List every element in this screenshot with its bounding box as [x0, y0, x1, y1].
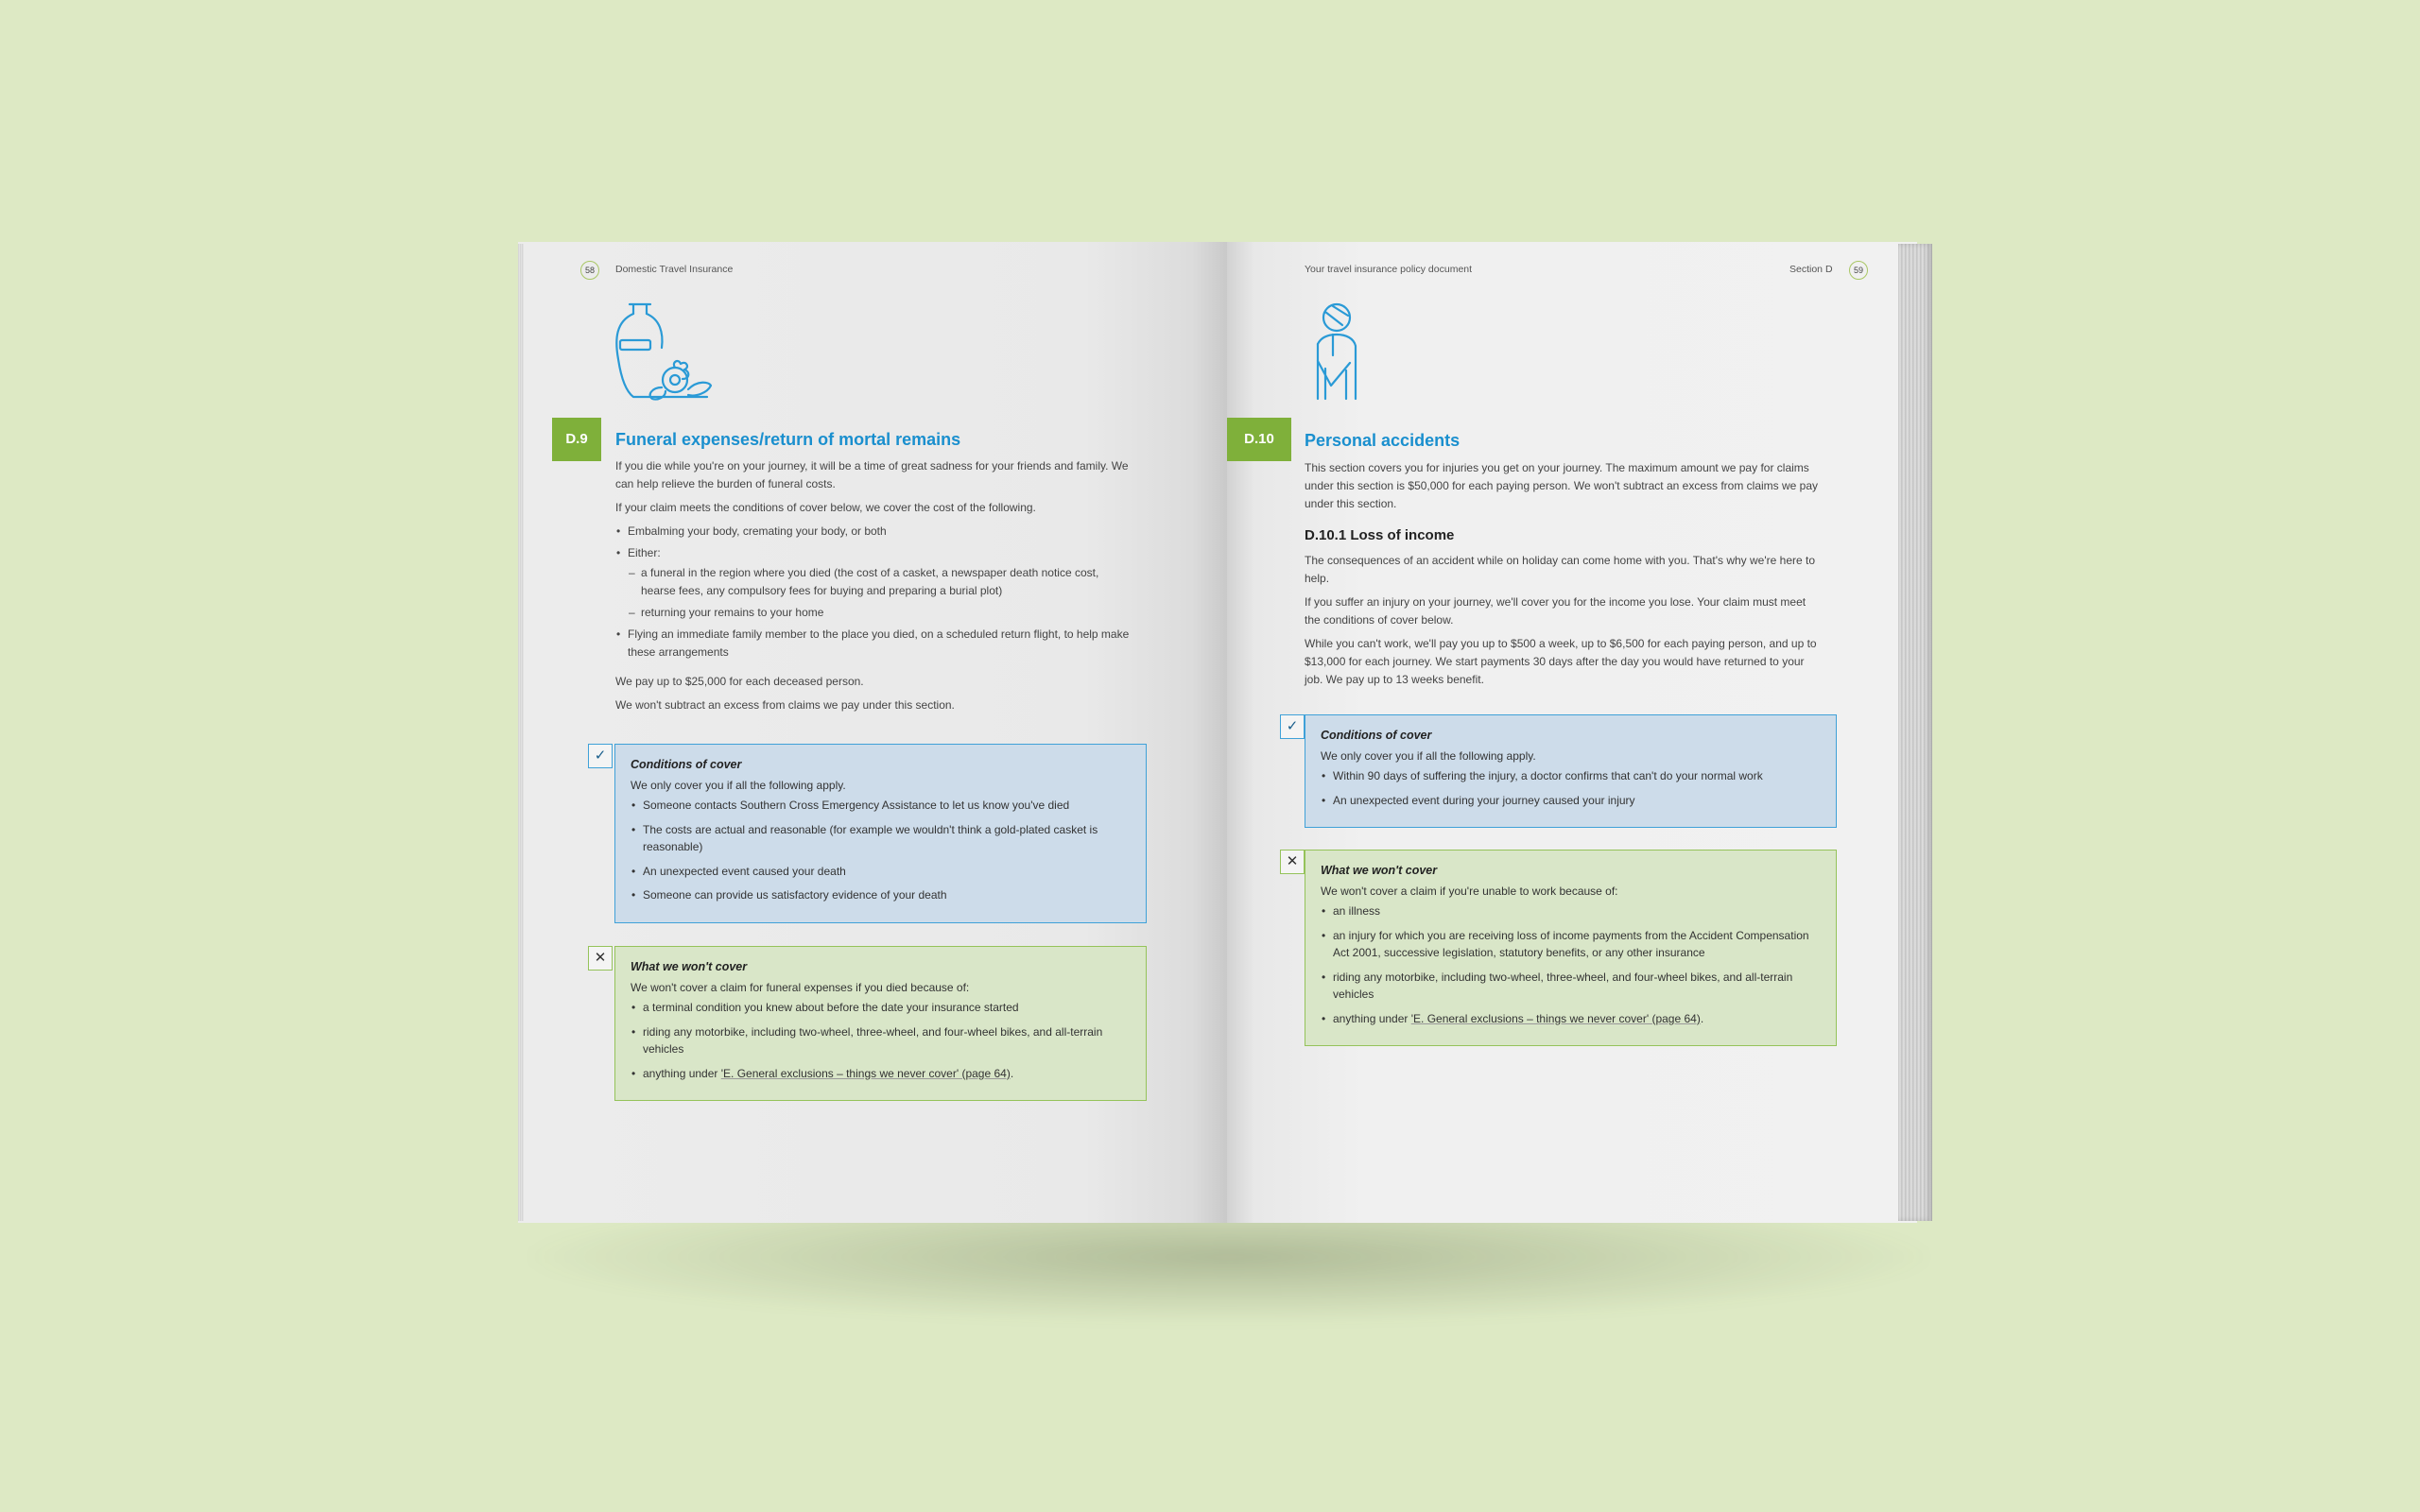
exclusions-heading: What we won't cover	[631, 960, 748, 973]
d10-1-p3: While you can't work, we'll pay you up to $500 a week, up to $6,500 for each paying person, and up to $13,000 for each journey. We start payments 30 days after the day you would have returned to your job. We pay up to 13 weeks benefit.	[1305, 637, 1817, 686]
section-title-d9: Funeral expenses/return of mortal remains	[615, 430, 961, 449]
list-item: • riding any motorbike, including two-wheel, three-wheel, and four-wheel bikes, and all-terrain vehicles	[631, 1023, 1131, 1058]
list-item: – returning your remains to your home	[628, 604, 1131, 622]
d10-1-p1: The consequences of an accident while on holiday can come home with you. That's why we're here to help.	[1305, 554, 1815, 585]
list-item	[631, 1065, 1131, 1083]
d9-excess-line: We won't subtract an excess from claims we pay under this section.	[615, 698, 955, 712]
right-page	[1227, 242, 1917, 1223]
d10-1-heading: D.10.1 Loss of income	[1305, 527, 1455, 543]
list-item	[1321, 1010, 1821, 1028]
section-tag-d9: D.9	[552, 418, 601, 461]
list-item: • riding any motorbike, including two-wheel, three-wheel, and four-wheel bikes, and all-terrain vehicles	[1321, 969, 1821, 1004]
d9-intro: If you die while you're on your journey, it will be a time of great sadness for your friends and family. We can help relieve the burden of funeral costs.	[615, 459, 1129, 490]
section-title-d10: Personal accidents	[1305, 431, 1461, 450]
conditions-list	[631, 797, 1131, 904]
person-arm-sling-icon	[1305, 302, 1380, 411]
d9-exclusions-box	[614, 946, 1147, 1101]
list-item: – a funeral in the region where you died (the cost of a casket, a newspaper death notice cost, hearse fees, any compulsory fees for buying and preparing a burial plot)	[628, 564, 1131, 600]
exclusions-list	[631, 999, 1131, 1082]
cross-icon: ✕	[588, 946, 613, 971]
exclusions-intro: We won't cover a claim if you're unable to work because of:	[1321, 884, 1618, 898]
exclusions-intro: We won't cover a claim for funeral expenses if you died because of:	[631, 980, 970, 994]
left-page	[518, 242, 1227, 1223]
exclusions-list	[1321, 902, 1821, 1027]
ref-suffix: .	[1010, 1066, 1014, 1080]
d10-conditions-box	[1305, 714, 1837, 828]
conditions-heading: Conditions of cover	[1321, 729, 1432, 742]
d9-pay-line: We pay up to $25,000 for each deceased person.	[615, 675, 864, 688]
d10-1-p2: If you suffer an injury on your journey, we'll cover you for the income you lose. Your claim must meet the conditions of cover below.	[1305, 595, 1806, 627]
list-item: • a terminal condition you knew about before the date your insurance started	[631, 999, 1131, 1017]
list-item: • Someone contacts Southern Cross Emergency Assistance to let us know you've died	[631, 797, 1131, 815]
list-item	[615, 544, 1131, 622]
checkmark-icon: ✓	[1280, 714, 1305, 739]
ref-suffix: .	[1700, 1011, 1704, 1025]
list-item: • An unexpected event during your journey caused your injury	[1321, 792, 1821, 810]
page-number-right: 59	[1849, 261, 1868, 280]
funeral-urn-flower-icon	[613, 301, 726, 409]
d9-lead: If your claim meets the conditions of cover below, we cover the cost of the following.	[615, 501, 1036, 514]
right-page-edges	[1898, 244, 1932, 1221]
general-exclusions-link[interactable]: 'E. General exclusions – things we never cover' (page 64)	[720, 1066, 1011, 1080]
conditions-intro: We only cover you if all the following apply.	[631, 778, 846, 792]
conditions-heading: Conditions of cover	[631, 758, 742, 771]
ref-prefix: anything under	[1333, 1011, 1411, 1025]
d10-exclusions-box	[1305, 850, 1837, 1046]
running-header-right: Your travel insurance policy document	[1305, 264, 1473, 275]
d9-conditions-box	[614, 744, 1147, 923]
d9-cover-list	[615, 523, 1131, 662]
exclusions-heading: What we won't cover	[1321, 864, 1438, 877]
d9-body	[615, 457, 1131, 720]
left-page-edges	[518, 244, 524, 1221]
conditions-intro: We only cover you if all the following apply.	[1321, 748, 1536, 763]
list-item: • An unexpected event caused your death	[631, 863, 1131, 881]
list-item: • Someone can provide us satisfactory evidence of your death	[631, 886, 1131, 904]
list-item: • Embalming your body, cremating your body, or both	[615, 523, 1131, 541]
ref-prefix: anything under	[643, 1066, 721, 1080]
list-item-label: Either:	[628, 546, 661, 559]
checkmark-icon: ✓	[588, 744, 613, 768]
list-item: • Flying an immediate family member to the place you died, on a scheduled return flight, to help make these arrangements	[615, 626, 1131, 662]
page-number-left: 58	[580, 261, 599, 280]
open-booklet	[518, 242, 1932, 1223]
section-label: Section D	[1789, 264, 1833, 275]
list-item: • The costs are actual and reasonable (for example we wouldn't think a gold-plated casket is reasonable)	[631, 821, 1131, 856]
list-item: • an illness	[1321, 902, 1821, 920]
list-item: • Within 90 days of suffering the injury, a doctor confirms that can't do your normal work	[1321, 767, 1821, 785]
general-exclusions-link[interactable]: 'E. General exclusions – things we never cover' (page 64)	[1410, 1011, 1701, 1025]
list-item: • an injury for which you are receiving loss of income payments from the Accident Compensation Act 2001, successive legislation, statutory benefits, or any other insurance	[1321, 927, 1821, 962]
d10-1-body	[1305, 552, 1820, 695]
conditions-list	[1321, 767, 1821, 809]
cross-icon: ✕	[1280, 850, 1305, 874]
d10-intro: This section covers you for injuries you get on your journey. The maximum amount we pay for claims under this section is $50,000 for each paying person. We won't subtract an excess from claims we pay under this section.	[1305, 461, 1819, 510]
running-header-left: Domestic Travel Insurance	[615, 264, 734, 275]
section-tag-d10: D.10	[1227, 418, 1291, 461]
d9-sub-list	[628, 564, 1131, 622]
